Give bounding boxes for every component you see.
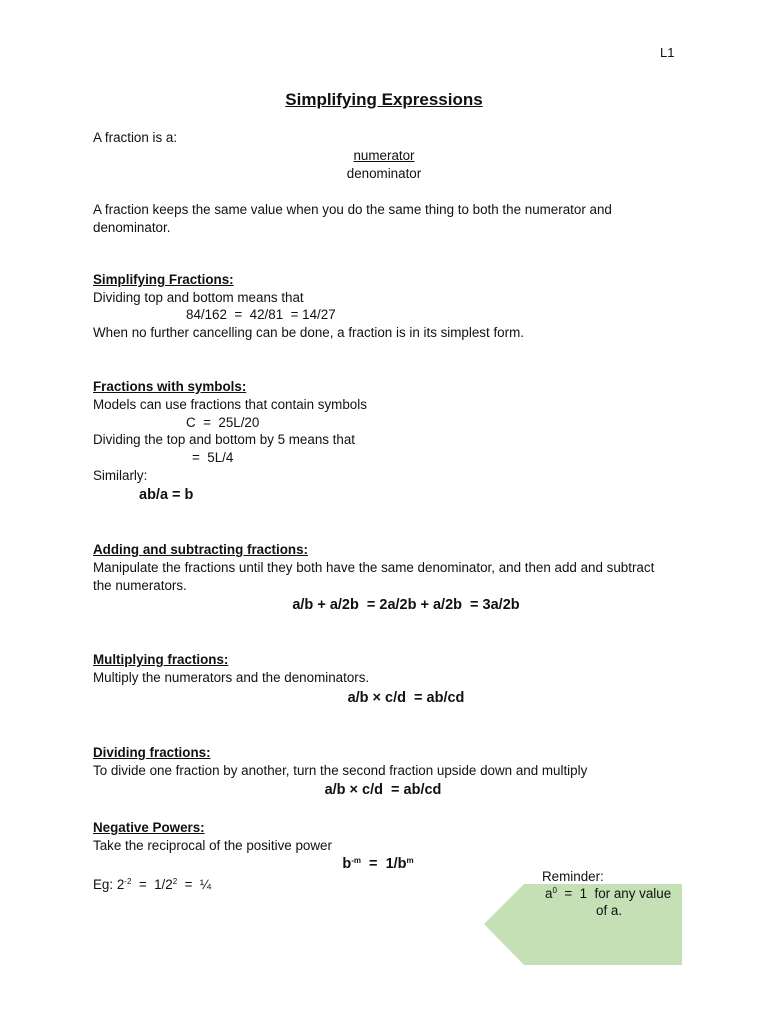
negative-powers-rule bbox=[0, 856, 762, 872]
fraction-numerator bbox=[0, 148, 768, 163]
symbols-rule: ab/a = b bbox=[139, 487, 194, 503]
eg-prefix: Eg: 2 bbox=[93, 877, 125, 892]
dividing-rule: a/b × c/d = ab/cd bbox=[324, 782, 442, 798]
symbols-line3: Similarly: bbox=[93, 468, 148, 483]
numerator-text: numerator bbox=[353, 148, 415, 163]
eg-exponent-2: 2 bbox=[172, 877, 178, 886]
eg-middle: = 1/2 bbox=[131, 877, 173, 892]
eg-exponent: -2 bbox=[124, 877, 132, 886]
fractions-symbols-heading: Fractions with symbols: bbox=[93, 379, 247, 394]
symbols-example1: C = 25L/20 bbox=[186, 415, 260, 430]
dividing-heading: Dividing fractions: bbox=[93, 745, 211, 760]
adding-subtracting-rule: a/b + a/2b = 2a/2b + a/2b = 3a/2b bbox=[292, 597, 520, 613]
reminder-line3: of a. bbox=[596, 903, 623, 918]
page-title bbox=[0, 90, 768, 110]
rule-exponent: -m bbox=[351, 856, 361, 865]
simplifying-line1: Dividing top and bottom means that bbox=[93, 290, 304, 305]
adding-subtracting-heading: Adding and subtracting fractions: bbox=[93, 542, 308, 557]
reminder-line2 bbox=[545, 885, 671, 902]
negative-powers-text: Take the reciprocal of the positive power bbox=[93, 838, 332, 853]
multiplying-heading: Multiplying fractions: bbox=[93, 652, 229, 667]
symbols-example2: = 5L/4 bbox=[192, 450, 234, 465]
adding-subtracting-text: Manipulate the fractions until they both have the same denominator, and then add and subtract the numerators. bbox=[93, 560, 655, 593]
title-text: Simplifying Expressions bbox=[285, 90, 483, 109]
page-number: L1 bbox=[660, 45, 675, 60]
rule-base: b bbox=[342, 856, 352, 872]
negative-powers-heading: Negative Powers: bbox=[93, 820, 205, 835]
dividing-text: To divide one fraction by another, turn the second fraction upside down and multiply bbox=[93, 763, 588, 778]
symbols-line1: Models can use fractions that contain symbols bbox=[93, 397, 367, 412]
reminder-exponent: 0 bbox=[552, 886, 557, 895]
multiplying-rule: a/b × c/d = ab/cd bbox=[347, 690, 465, 706]
reminder-rest: = 1 for any value bbox=[556, 886, 672, 901]
symbols-line2: Dividing the top and bottom by 5 means that bbox=[93, 432, 356, 447]
simplifying-line2: When no further cancelling can be done, a fraction is in its simplest form. bbox=[93, 325, 524, 340]
simplifying-example: 84/162 = 42/81 = 14/27 bbox=[186, 307, 336, 322]
rule-exponent-2: m bbox=[406, 856, 414, 865]
reminder-title: Reminder: bbox=[542, 869, 604, 884]
multiplying-text: Multiply the numerators and the denominators. bbox=[93, 670, 370, 685]
rule-middle: = 1/b bbox=[360, 856, 407, 872]
intro-explanation: A fraction keeps the same value when you do the same thing to both the numerator and denominator. bbox=[93, 202, 612, 235]
simplifying-fractions-heading: Simplifying Fractions: bbox=[93, 272, 234, 287]
negative-powers-example bbox=[93, 877, 211, 892]
eg-end: = ¼ bbox=[177, 877, 212, 892]
reminder-base: a bbox=[545, 886, 553, 901]
intro-lead: A fraction is a: bbox=[93, 130, 178, 145]
fraction-denominator: denominator bbox=[346, 166, 422, 181]
